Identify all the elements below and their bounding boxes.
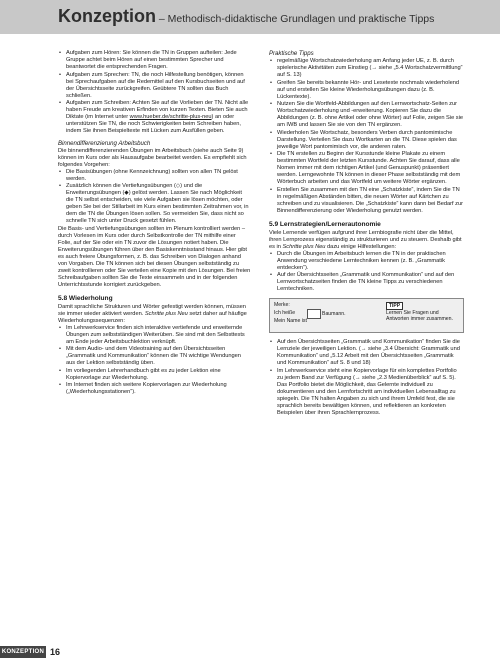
lernstrategien-intro: Viele Lernende verfügen aufgrund ihrer Lernbiografie nicht über die Mittel, ihren Lernprozess eigenständig zu strukturieren und zu steuern. Deshalb gibt es in Schritte plus Neu dazu einige Hilfestellungen: bbox=[269, 229, 462, 250]
card-word: Baumann. bbox=[322, 311, 346, 317]
footer-label: KONZEPTION bbox=[0, 646, 46, 658]
lernstrategien-list-2 bbox=[269, 339, 464, 417]
lernstrategien-list bbox=[269, 251, 464, 294]
section-title-wiederholung: 5.8 Wiederholung bbox=[58, 294, 113, 302]
list-item: • Im Lehrwerkservice finden sich interaktive vertiefende und erweiternde Übungen zum selbstständigen Weiterüben. Sie sind mit den Selbsttests am Ende jeder Arbeitsbuchlektion verknüpft. bbox=[58, 325, 251, 346]
list-item: • Greifen Sie bereits bekannte Hör- und Lesetexte nochmals wiederholend auf und erstellen Sie kleine Wiederholungsübungen dazu (z. B. Lückentexte). bbox=[269, 80, 464, 101]
list-item: • Auf den Übersichtsseiten „Grammatik und Kommunikation“ finden Sie die Lernziele der jeweiligen Lektion. (→ siehe „3.4 Übersicht: Grammatik und Kommunikation“ und „5.12 Arbeit mit den Übersichtsseiten „Grammatik und Kommunikation“ auf S. 8 und 18) bbox=[269, 339, 464, 367]
list-item: • Im Internet finden sich weitere Kopiervorlagen zur Wiederholung („Wiederholungsstationen“). bbox=[58, 382, 251, 396]
wiederholung-list bbox=[58, 325, 251, 397]
list-item: • Mit dem Audio- und dem Videotraining auf den Übersichtsseiten „Grammatik und Kommunikation“ können die TN wichtige Wendungen aus der Lektion selbstständig üben. bbox=[58, 346, 251, 367]
list-item: • regelmäßige Wortschatzwiederholung am Anfang jeder UE, z. B. durch spielerische Aktivitäten zum Einstieg (→ siehe „5.4 Wortschatzvermittlung“ auf S. 13) bbox=[269, 58, 464, 79]
list-item: • Die Basisübungen (ohne Kennzeichnung) sollten von allen TN gelöst werden. bbox=[58, 169, 251, 183]
list-item: • Die TN erstellen zu Beginn der Kursstunde kleine Plakate zu einem bestimmten Wortfeld der letzten Kursstunde. Achten Sie darauf, dass alle Nomen immer mit dem richtigen Artikel (und Genuspunkt) präsentiert werden. Lerngewohnte TN können in dieser Phase selbstständig mit dem Wörterbuch arbeiten und das Wortfeld um weitere Wörter ergänzen. bbox=[269, 151, 464, 186]
binnen-title: Binnendifferenzierung Arbeitsbuch bbox=[58, 139, 151, 147]
card-line: Mein Name ist bbox=[274, 318, 307, 324]
list-item: • Wiederholen Sie Wortschatz, besonders Verben durch pantomimische Darstellung. Verteilen Sie dazu Wortkarten an die TN. Diese spielen das jeweilige Wort pantomimisch vor, die anderen raten. bbox=[269, 130, 464, 151]
tips-title: Praktische Tipps bbox=[269, 50, 314, 57]
list-item: • Durch die Übungen im Arbeitsbuch lernen die TN in der praktischen Anwendung verschiedene Lerntechniken kennen (z. B. „Grammatik entdecken“). bbox=[269, 251, 464, 272]
card-line: Ich heiße bbox=[274, 310, 296, 316]
list-item: • Aufgaben zum Sprechen: TN, die noch Hilfestellung benötigen, können bei Sprechaufgaben auf die Redemittel auf den Kursbuchseiten und auf der Übersichtsseite zurückgreifen. Geübtere TN sollten das Buch schließen. bbox=[58, 72, 251, 100]
list-item: • Im Lehrwerkservice steht eine Kopiervorlage für ein komplettes Portfolio zu jedem Band zur Verfügung (→ siehe „2.3 Medienüberblick“ auf S. 5). Das Portfolio bietet die Möglichkeit, das Gelernte individuell zu dokumentieren und den Lernfortschritt am individuellen Lebensalltag zu spiegeln. Die TN halten Angaben zu sich und ihrem Umfeld fest, die sie sprachlich bereits bewältigen können, und reflektieren an konkreten Beispielen über ihren Sprachlernprozess. bbox=[269, 368, 464, 417]
section-title-lernstrategien: 5.9 Lernstrategien/Lernerautonomie bbox=[269, 220, 381, 228]
list-item bbox=[58, 100, 251, 135]
list-text: Aufgaben zum Schreiben: Achten Sie auf die Vorlieben der TN. Nicht alle haben Freude am kreativen Erfinden von kurzen Texten. Bieten Sie auch Diktate (im Internet unter bbox=[66, 100, 249, 120]
example-card-image bbox=[269, 298, 464, 333]
tipp-text: Lernen Sie Fragen und Antworten immer zusammen. bbox=[386, 310, 453, 322]
list-item: • Erstellen Sie zusammen mit den TN eine „Schatzkiste“, indem Sie die TN in regelmäßigen Abständen bitten, die neuen Wörter auf Kärtchen zu schreiben und zu visualisieren. Die „Schatzkiste“ kann dann bei Bedarf zur Binnendifferenzierung oder Wiederholung genutzt werden. bbox=[269, 187, 464, 215]
card-label: Merke: bbox=[274, 302, 290, 308]
list-item: • Auf der Übersichtsseiten „Grammatik und Kommunikation“ und auf den Lernwortschatzseiten finden die TN kleine Tipps zu verschiedenen Lerntechniken. bbox=[269, 272, 464, 293]
left-column bbox=[58, 50, 251, 397]
page-number: 16 bbox=[50, 647, 61, 657]
binnen-text: Die binnendifferenzierenden Übungen im Arbeitsbuch (siehe auch Seite 9) können im Kurs oder als Hausaufgabe bearbeitet werden. Es empfiehlt sich folgendes Vorgehen: bbox=[58, 147, 247, 168]
list-item: • Nutzen Sie die Wortfeld-Abbildungen auf den Lernwortschatz-Seiten zur Wortschatzwiederholung und -erweiterung. Kopieren Sie dazu die Abbildungen (z. B. ohne Artikel oder ohne Wörter) auf Folie, zeigen Sie sie am IWB und lassen Sie sie von den TN ergänzen. bbox=[269, 101, 464, 129]
tipp-badge: TIPP bbox=[386, 302, 403, 310]
website-link[interactable]: www.hueber.de/schritte-plus-neu bbox=[129, 114, 212, 120]
right-column bbox=[269, 50, 464, 417]
wiederholung-intro: Damit sprachliche Strukturen und Wörter gefestigt werden können, müssen sie immer wieder aktiviert werden. Schritte plus Neu setzt daher auf häufige Wiederholungssequenzen: bbox=[58, 303, 247, 324]
tips-list bbox=[269, 58, 464, 215]
binnen-paragraph: Die Basis- und Vertiefungsübungen sollten im Plenum kontrolliert werden – durch Vorlesen im Kurs oder durch Selbstkontrolle der TN mithilfe einer Folie, auf der Sie oder ein TN zuvor die Lösungen notiert haben. Die Erweiterungsübungen führen über den Basiskenntnisstand hinaus. Hier gibt es auch freiere Übungsformen, z. B. das Schreiben von Dialogen anhand von Vorgaben. Die TN können sich bei diesen Übungen selbstständig zu zweit kontrollieren oder Sie verteilen eine Kopie mit den Lösungen. Bei freien Schreibaufgaben sollten Sie die Texte einsammeln und in der folgenden Unterrichtsstunde korrigiert zurückgeben. bbox=[58, 225, 251, 288]
header-title: Konzeption bbox=[58, 6, 156, 26]
list-item: • Zusätzlich können die Vertiefungsübungen (◇) und die Erweiterungsübungen (◆) gelöst werden. Lassen Sie nach Möglichkeit die TN selbst entscheiden, wie viele Aufgaben sie lösen möchten, oder geben Sie bei der Stillarbeit im Kurs einen bestimmten Zeitrahmen vor, in dem die TN die Übungen lösen sollen. So vermeiden Sie, dass nicht so schnelle TN sich unter Druck gesetzt fühlen. bbox=[58, 183, 251, 225]
binnen-list bbox=[58, 169, 251, 226]
task-list bbox=[58, 50, 251, 135]
header-subtitle: – Methodisch-didaktische Grundlagen und praktische Tipps bbox=[155, 13, 435, 25]
list-text: ) an oder unterstützen Sie TN, die noch Schwierigkeiten beim Schreiben haben, indem Sie ihnen Beispieltexte mit Lücken zum Ausfüllen geben. bbox=[66, 114, 241, 134]
card-box bbox=[307, 309, 321, 319]
list-item: • Im vorliegenden Lehrerhandbuch gibt es zu jeder Lektion eine Kopiervorlage zur Wiederholung. bbox=[58, 368, 251, 382]
list-item: • Aufgaben zum Hören: Sie können die TN in Gruppen aufteilen: Jede Gruppe achtet beim Hören auf einen bestimmten Sprecher und beantwortet die entsprechenden Fragen. bbox=[58, 50, 251, 71]
page-header bbox=[0, 0, 500, 34]
